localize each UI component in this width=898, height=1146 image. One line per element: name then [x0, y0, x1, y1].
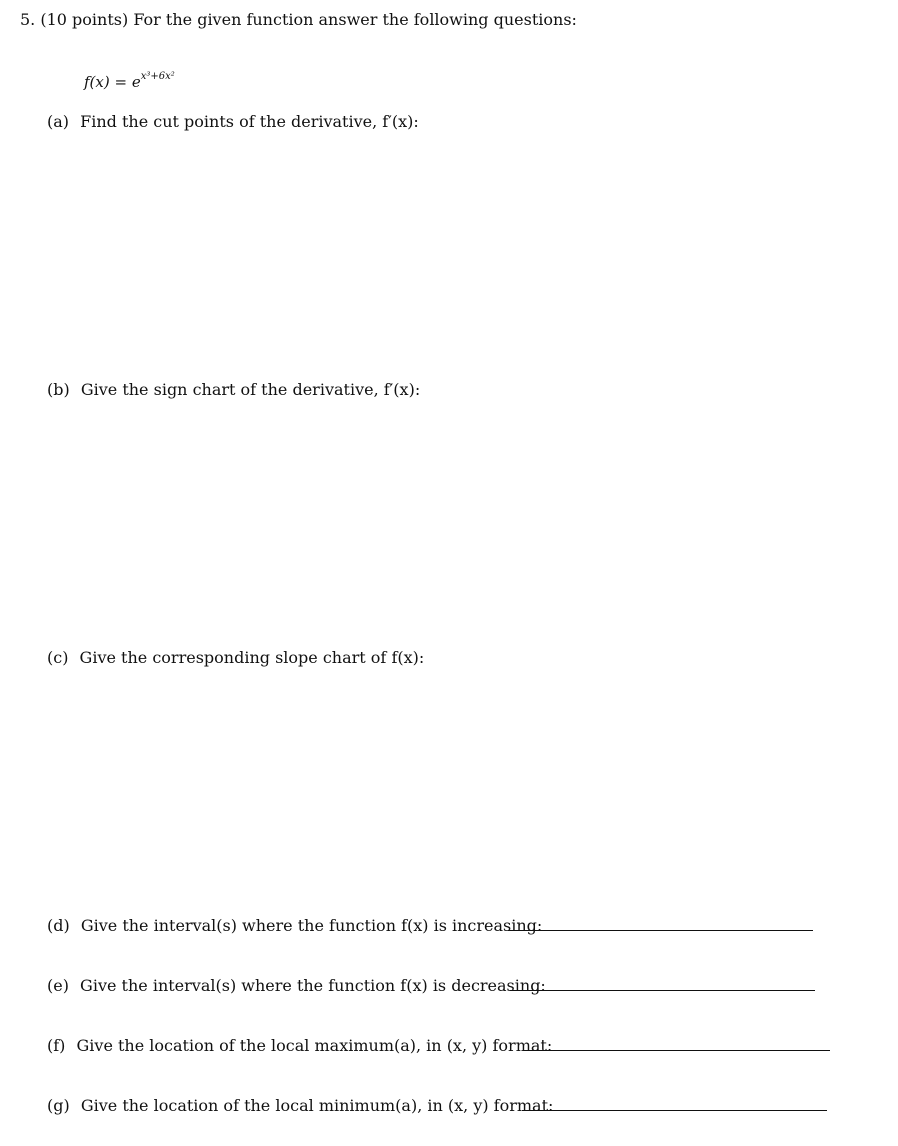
part-c-label: (c): [47, 648, 69, 667]
part-c: [47, 648, 424, 667]
part-a-text: Find the cut points of the derivative, f′(x):: [80, 112, 419, 131]
part-b: [47, 380, 420, 399]
problem-number: 5.: [20, 10, 36, 29]
part-d-text: Give the interval(s) where the function f(x) is increasing:: [80, 916, 543, 935]
problem-intro: (10 points) For the given function answer the following questions:: [40, 10, 577, 29]
part-c-text: Give the corresponding slope chart of f(x):: [79, 648, 425, 667]
part-a: [47, 112, 419, 131]
answer-line-e[interactable]: [510, 990, 815, 991]
answer-line-f[interactable]: [524, 1050, 830, 1051]
part-a-label: (a): [47, 112, 70, 131]
part-e-text: Give the interval(s) where the function f(x) is decreasing:: [80, 976, 546, 995]
part-g-label: (g): [47, 1096, 70, 1115]
part-d: [47, 916, 542, 935]
part-f: [47, 1036, 552, 1055]
function-exponent: x³+6x²: [140, 71, 175, 82]
part-f-text: Give the location of the local maximum(a), in (x, y) format:: [76, 1036, 553, 1055]
problem-header: [20, 10, 577, 29]
answer-line-g[interactable]: [522, 1110, 827, 1111]
part-e-label: (e): [47, 976, 69, 995]
part-b-label: (b): [47, 380, 70, 399]
function-formula: [84, 73, 175, 91]
answer-line-d[interactable]: [508, 930, 813, 931]
part-b-text: Give the sign chart of the derivative, f′(x):: [80, 380, 421, 399]
part-g: [47, 1096, 553, 1115]
part-f-label: (f): [47, 1036, 66, 1055]
part-g-text: Give the location of the local minimum(a), in (x, y) format:: [80, 1096, 554, 1115]
function-lhs: f(x) = e: [84, 73, 141, 91]
part-d-label: (d): [47, 916, 70, 935]
part-e: [47, 976, 546, 995]
